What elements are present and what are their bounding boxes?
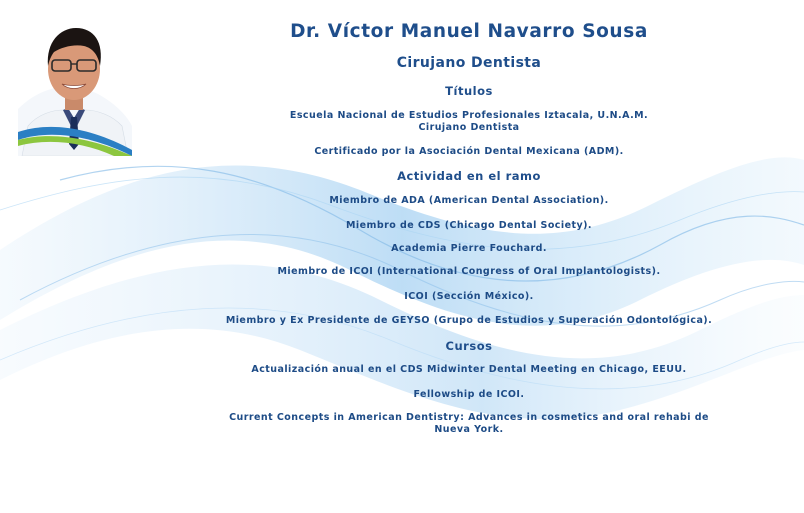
section-heading-titulos: Títulos: [445, 84, 493, 98]
actividad-item: Miembro y Ex Presidente de GEYSO (Grupo de Estudios y Superación Odontológica).: [225, 315, 713, 326]
curso-item: [150, 364, 788, 376]
titulo-line: Certificado por la Asociación Dental Mexicana (ADM).: [314, 146, 624, 157]
actividad-item: Miembro de ADA (American Dental Association).: [329, 195, 609, 206]
titulo-item: [150, 146, 788, 158]
titulo-line: Escuela Nacional de Estudios Profesionales Iztacala, U.N.A.M.: [289, 110, 649, 121]
actividad-item: ICOI (Sección México).: [404, 291, 534, 302]
actividad-item: Miembro de ICOI (International Congress of Oral Implantologists).: [277, 266, 661, 277]
curso-item: [150, 412, 788, 435]
doctor-name: Dr. Víctor Manuel Navarro Sousa: [290, 21, 648, 42]
curso-item: [150, 389, 788, 401]
curso-line: Actualización anual en el CDS Midwinter Dental Meeting en Chicago, EEUU.: [251, 364, 687, 375]
section-heading-actividad: Actividad en el ramo: [397, 169, 541, 183]
titulo-line: Cirujano Dentista: [418, 121, 520, 133]
doctor-profession: Cirujano Dentista: [396, 55, 542, 71]
section-heading-cursos: Cursos: [445, 339, 493, 353]
curso-line: Current Concepts in American Dentistry: Advances in cosmetics and oral rehabi de: [229, 412, 709, 423]
curso-line: Nueva York.: [434, 423, 504, 435]
actividad-item: Miembro de CDS (Chicago Dental Society).: [346, 220, 592, 231]
doctor-portrait: [18, 14, 132, 156]
curso-line: Fellowship de ICOI.: [413, 389, 525, 400]
actividad-item: Academia Pierre Fouchard.: [391, 243, 547, 254]
titulo-item: [150, 110, 788, 133]
